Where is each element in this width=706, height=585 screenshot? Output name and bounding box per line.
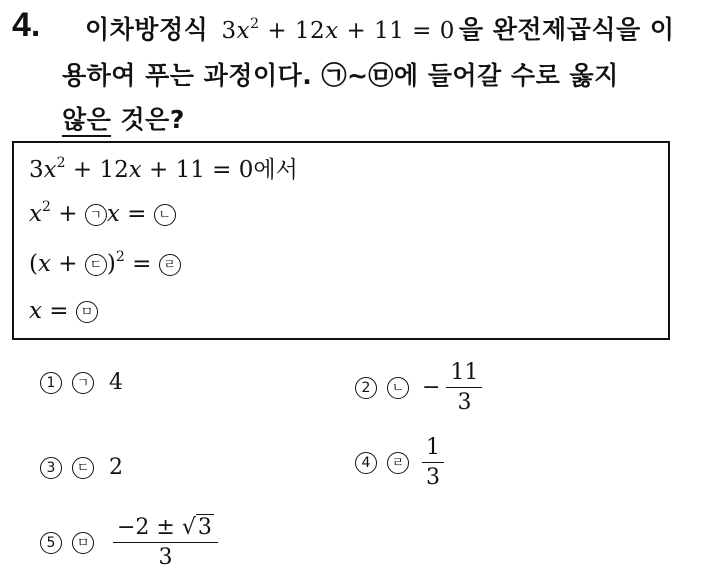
choice-2-fraction <box>446 360 482 415</box>
box-row-1: $3x^2 + 12x + 11 = 0$에서 <box>29 155 298 183</box>
choice-1-value: 4 <box>109 370 123 395</box>
choice-1[interactable] <box>40 370 123 395</box>
question-number: 4. <box>12 6 41 44</box>
choice-4-symbol-icon: ㄹ <box>387 452 409 474</box>
blank-a-icon: ㄱ <box>85 204 107 226</box>
choice-marker-2: 2 <box>355 377 377 399</box>
choice-4-fraction <box>422 435 444 490</box>
choice-5-radicand: 3 <box>197 515 212 540</box>
box-row-1-suffix: 에서 <box>253 157 298 183</box>
blank-b-icon: ㄴ <box>154 204 176 226</box>
solution-process-box <box>12 141 670 340</box>
sqrt-icon: √3 <box>181 515 212 540</box>
blank-c-icon: ㄷ <box>85 254 107 276</box>
choice-5-numerator-lead: −2 ± <box>117 515 175 540</box>
choice-4-denominator: 3 <box>426 465 440 490</box>
choice-2-sign: − <box>422 374 441 400</box>
choice-3-value: 2 <box>109 455 123 480</box>
choice-marker-3: 3 <box>40 457 62 479</box>
choice-3[interactable] <box>40 455 123 480</box>
choice-5-fraction <box>113 515 218 570</box>
blank-d-icon: ㄹ <box>159 254 181 276</box>
choice-4[interactable] <box>355 435 444 490</box>
question-line-2: 용하여 푸는 과정이다. ㉠~㉤에 들어갈 수로 옳지 <box>62 61 619 90</box>
choice-5-symbol-icon: ㅁ <box>72 532 94 554</box>
choice-5[interactable] <box>40 515 218 570</box>
choice-2[interactable] <box>355 360 482 415</box>
choice-2-symbol-icon: ㄴ <box>387 377 409 399</box>
question-line-1 <box>85 10 674 46</box>
choice-marker-1: 1 <box>40 372 62 394</box>
question-line-3 <box>62 100 185 136</box>
choice-2-denominator: 3 <box>457 390 472 415</box>
underlined-word: 않은 <box>62 105 111 137</box>
choice-1-symbol-icon: ㄱ <box>72 372 94 394</box>
choice-3-symbol-icon: ㄷ <box>72 457 94 479</box>
choice-2-numerator: 11 <box>446 360 482 388</box>
question-end: 것은? <box>111 105 185 134</box>
choice-4-numerator: 1 <box>422 435 444 463</box>
choice-5-numerator <box>113 515 218 543</box>
question-text-suffix: 을 완전제곱식을 이 <box>458 15 675 44</box>
box-row-2: $x^2$ + ㄱ x = ㄴ <box>29 199 176 227</box>
question-equation: $3x^2 + 12x + 11 = 0$ <box>221 16 455 44</box>
choice-5-denominator: 3 <box>158 545 173 570</box>
question-text-intro: 이차방정식 <box>85 15 209 44</box>
choice-marker-4: 4 <box>355 452 377 474</box>
box-row-3: (x + ㄷ )$^2$ = ㄹ <box>29 249 181 277</box>
choice-marker-5: 5 <box>40 532 62 554</box>
box-row-4: x = ㅁ <box>29 298 98 324</box>
blank-e-icon: ㅁ <box>76 301 98 323</box>
